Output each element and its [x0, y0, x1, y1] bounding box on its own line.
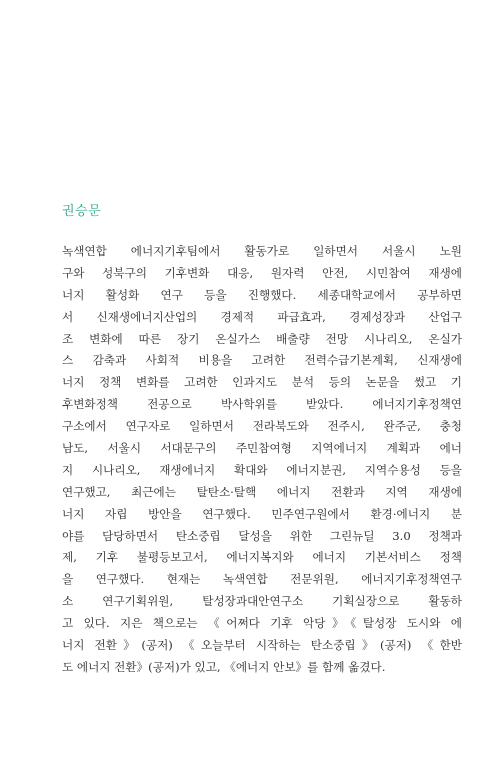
bio-line: 구와 성북구의 기후변화 대응, 원자력 안전, 시민참여 재생에 [62, 265, 462, 280]
bio-line: 구소에서 연구자로 일하면서 전라북도와 전주시, 완주군, 충청 [62, 419, 462, 434]
bio-line: 연구했고, 최근에는 탈탄소·탈핵 에너지 전환과 지역 재생에 [62, 484, 462, 499]
bio-line: 서 신재생에너지산업의 경제적 파급효과, 경제성장과 산업구 [62, 309, 462, 324]
bio-line: 제, 기후 불평등보고서, 에너지복지와 에너지 기본서비스 정책 [62, 550, 462, 565]
bio-line: 후변화정책 전공으로 박사학위를 받았다. 에너지기후정책연 [62, 397, 462, 412]
author-bio [62, 241, 462, 679]
bio-line: 소 연구기획위원, 탈성장과대안연구소 기획실장으로 활동하 [62, 594, 462, 609]
bio-line: 남도, 서울시 서대문구의 주민참여형 지역에너지 계획과 에너 [62, 441, 462, 456]
bio-line: 너지 정책 변화를 고려한 인과지도 분석 등의 논문을 썼고 기 [62, 375, 462, 390]
bio-line: 너지 자립 방안을 연구했다. 민주연구원에서 환경·에너지 분 [62, 506, 462, 521]
bio-line: 녹색연합 에너지기후팀에서 활동가로 일하면서 서울시 노원 [62, 244, 462, 258]
bio-line: 도 에너지 전환》(공저)가 있고, 《에너지 안보》를 함께 옮겼다. [62, 659, 386, 674]
bio-line: 을 연구했다. 현재는 녹색연합 전문위원, 에너지기후정책연구 [62, 572, 462, 587]
bio-line: 스 감축과 사회적 비용을 고려한 전력수급기본계획, 신재생에 [62, 353, 462, 368]
bio-line: 너지 전환》(공저) 《오늘부터 시작하는 탄소중립》(공저) 《한반 [62, 638, 462, 653]
author-name: 권승문 [62, 204, 102, 219]
bio-line: 조 변화에 따른 장기 온실가스 배출량 전망 시나리오, 온실가 [62, 331, 462, 346]
bio-line: 고 있다. 지은 책으로는 《어쩌다 기후 악당》《탈성장 도시와 에 [62, 616, 462, 631]
bio-line: 야를 담당하면서 탄소중립 달성을 위한 그린뉴딜 3.0 정책과 [62, 528, 462, 543]
bio-line: 지 시나리오, 재생에너지 확대와 에너지분권, 지역수용성 등을 [62, 462, 462, 477]
bio-line: 너지 활성화 연구 등을 진행했다. 세종대학교에서 공부하면 [62, 287, 462, 302]
